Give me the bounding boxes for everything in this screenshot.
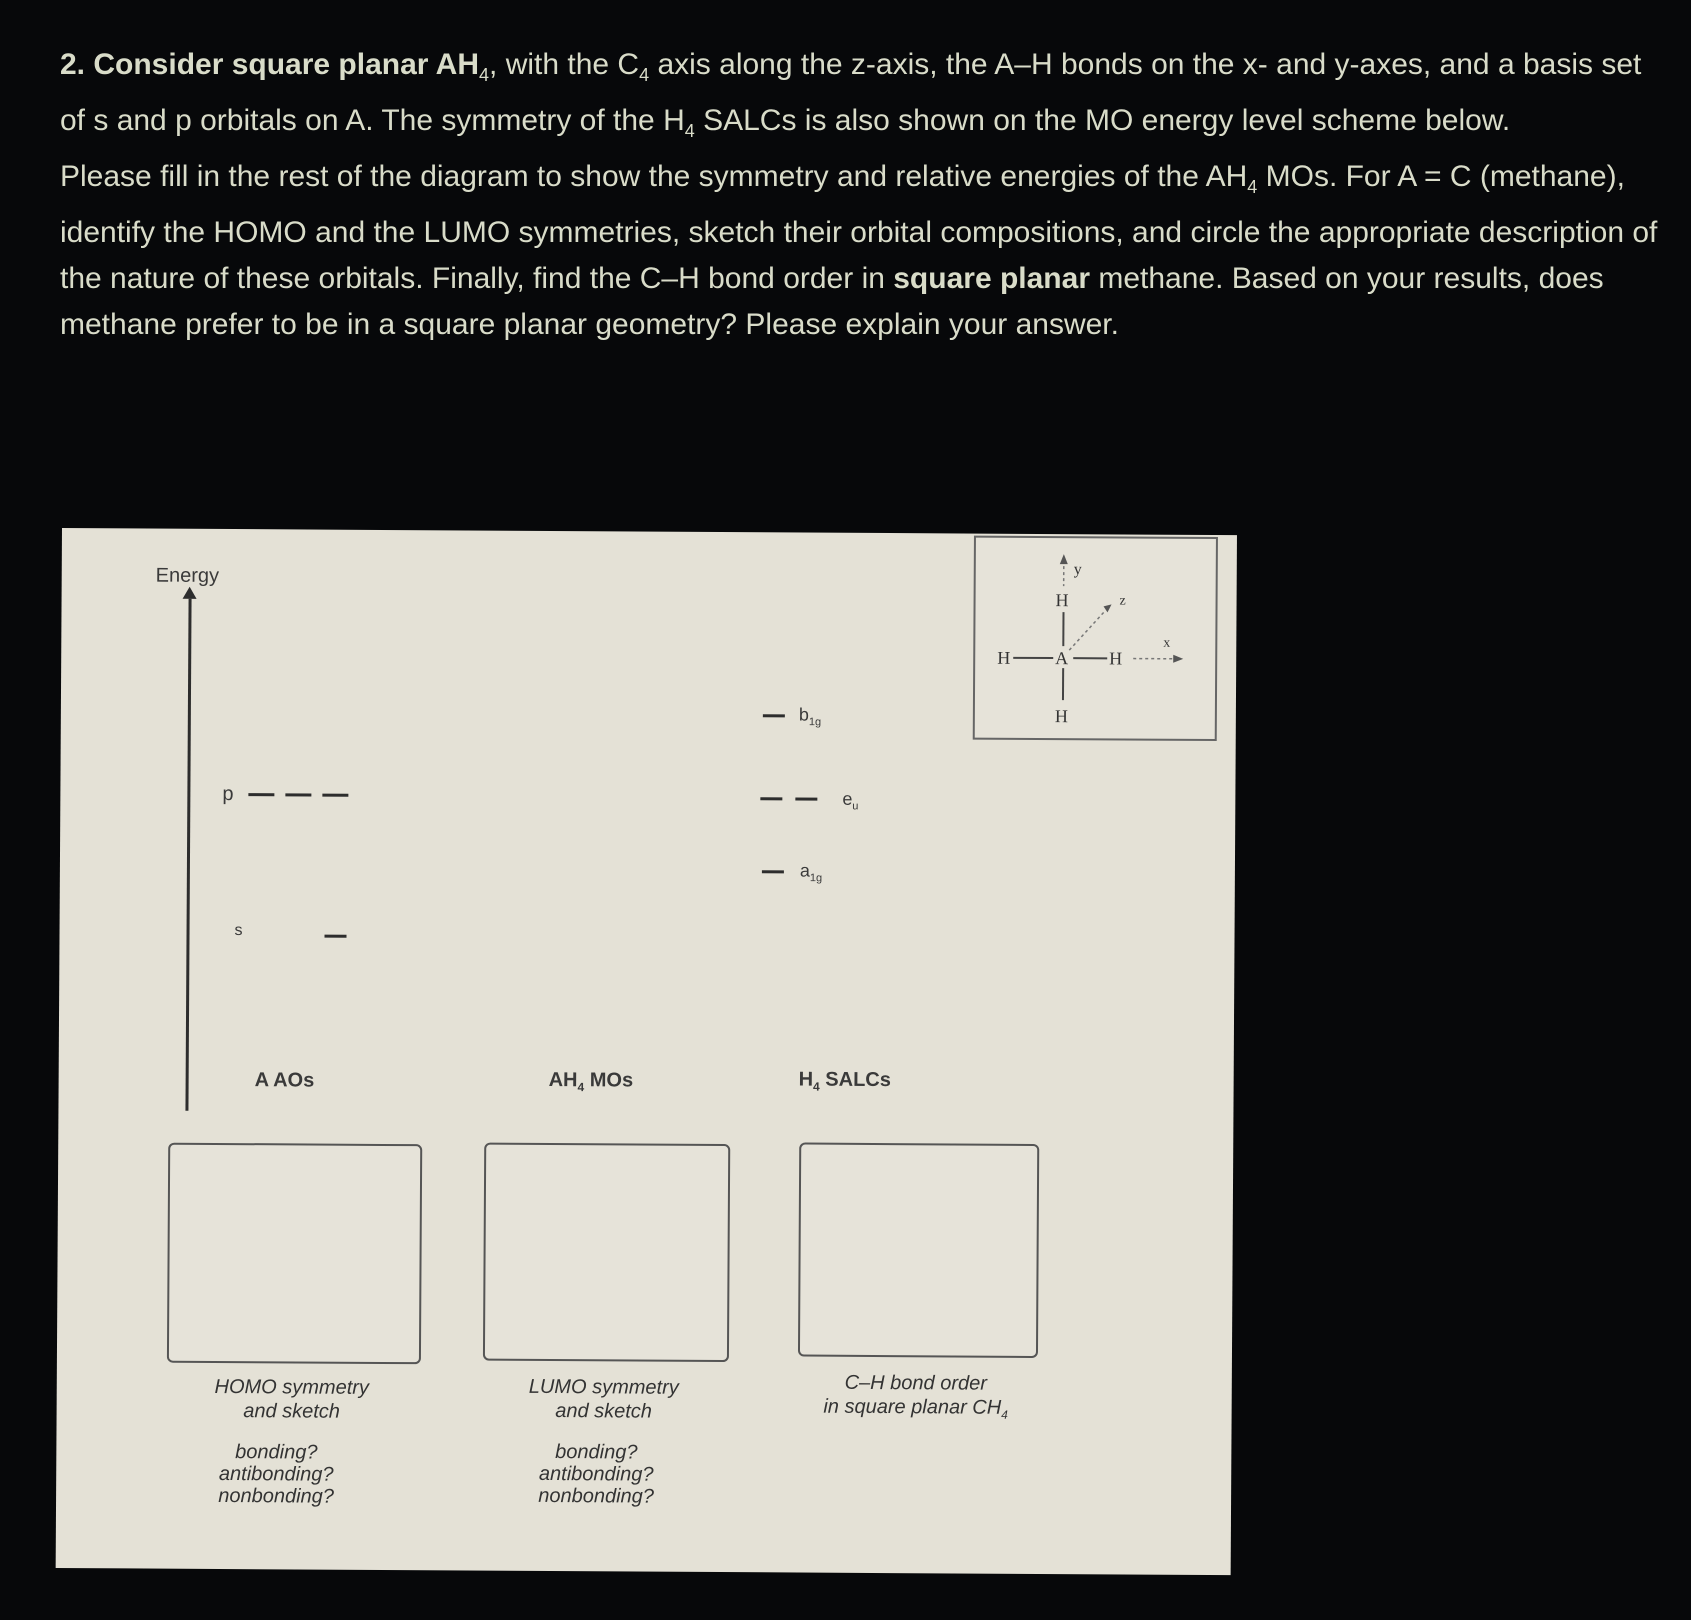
ao-s-label: s (234, 922, 243, 940)
h-right: H (1109, 648, 1123, 669)
homo-caption-line-1: HOMO symmetry (214, 1375, 370, 1399)
bond-order-answer-box[interactable] (798, 1143, 1039, 1358)
homo-option-antibonding[interactable]: antibonding? (218, 1462, 334, 1486)
lumo-option-antibonding[interactable]: antibonding? (538, 1462, 654, 1486)
column-a-aos: A AOs (254, 1069, 315, 1092)
energy-label: Energy (155, 564, 220, 587)
bond-caption-line-1: C–H bond order (844, 1371, 988, 1395)
ao-p-level-3 (322, 794, 348, 797)
question-text (60, 42, 1660, 348)
q2-part-b: MOs. For A = C (methane), identify the HOMO and the LUMO symmetries, sketch their orbital compositions, and circle the appropriate description of the nature of these orbitals. Finally, find the C–H bond order in (60, 160, 1658, 295)
bond-order-caption (798, 1371, 1034, 1427)
h-left: H (997, 647, 1011, 668)
question-paragraph-1 (60, 42, 1660, 154)
lumo-caption (483, 1375, 725, 1424)
salc-a1g-level (762, 870, 784, 873)
coordinate-system-box (973, 536, 1218, 741)
salc-eu-level-1 (760, 797, 782, 800)
bond-caption-line-2: in square planar $CH_4$ (823, 1395, 1008, 1422)
q1-part-a: 2. Consider square planar AH (60, 48, 480, 81)
salc-eu-label: $e_u$ (842, 788, 859, 813)
q1-part-d: SALCs is also shown on the MO energy level scheme below. (694, 104, 1511, 137)
homo-caption (167, 1375, 417, 1425)
worksheet (56, 528, 1237, 1575)
ao-p-label: p (222, 782, 234, 806)
x-arrow-icon (1173, 655, 1183, 663)
q2-bold: square planar (893, 262, 1090, 295)
h-bottom: H (1054, 706, 1068, 727)
salc-eu-level-2 (795, 797, 817, 800)
z-arrow-icon (1104, 604, 1112, 612)
lumo-answer-box[interactable] (483, 1143, 730, 1362)
x-axis-label: x (1163, 635, 1171, 651)
lumo-caption-line-1: LUMO symmetry (528, 1375, 679, 1399)
salc-b1g-label: $b_{1g}$ (798, 704, 822, 729)
z-axis-label: z (1119, 593, 1126, 609)
ao-s-level (325, 935, 347, 938)
a-center: A (1055, 648, 1069, 669)
lumo-option-bonding[interactable]: bonding? (555, 1441, 638, 1464)
q1-sub-1: 4 (479, 65, 490, 85)
lumo-nature-options (506, 1441, 686, 1508)
coordinate-system-drawing (975, 538, 1216, 739)
q2-sub-1: 4 (1247, 177, 1258, 197)
z-axis-line (1069, 610, 1105, 650)
homo-option-nonbonding[interactable]: nonbonding? (218, 1484, 334, 1508)
q1-sub-2: 4 (639, 65, 650, 85)
q1-part-b: , with the C (489, 48, 640, 81)
homo-answer-box[interactable] (167, 1143, 422, 1365)
homo-option-bonding[interactable]: bonding? (235, 1441, 318, 1464)
energy-arrow-icon (183, 587, 197, 599)
lumo-caption-line-2: and sketch (555, 1400, 653, 1423)
salc-b1g-level (763, 714, 785, 717)
ao-p-level-2 (285, 793, 311, 796)
q1-sub-3: 4 (684, 121, 695, 141)
homo-nature-options (186, 1441, 366, 1508)
q2-part-c: methane. Based on your results, does methane prefer to be in a square planar geometry? Please explain your answer. (60, 262, 1604, 341)
q2-part-a: Please fill in the rest of the diagram to show the symmetry and relative energies of the AH (60, 160, 1248, 193)
y-arrow-icon (1060, 554, 1068, 564)
lumo-option-nonbonding[interactable]: nonbonding? (538, 1484, 655, 1508)
h-top: H (1055, 590, 1069, 611)
ao-p-level-1 (248, 793, 274, 796)
y-axis-label: y (1073, 561, 1082, 579)
column-ah4-mos: $AH_4$ MOs (548, 1068, 634, 1095)
homo-caption-line-2: and sketch (243, 1400, 341, 1423)
energy-axis (185, 599, 191, 1111)
salc-a1g-label: $a_{1g}$ (799, 860, 823, 885)
q1-part-c: axis along the z-axis, the A–H bonds on the x- and y-axes, and a basis set of s and p orbitals on A. The symmetry of the H (60, 48, 1642, 137)
question-paragraph-2 (60, 154, 1660, 348)
column-h4-salcs: $H_4$ SALCs (798, 1068, 891, 1094)
